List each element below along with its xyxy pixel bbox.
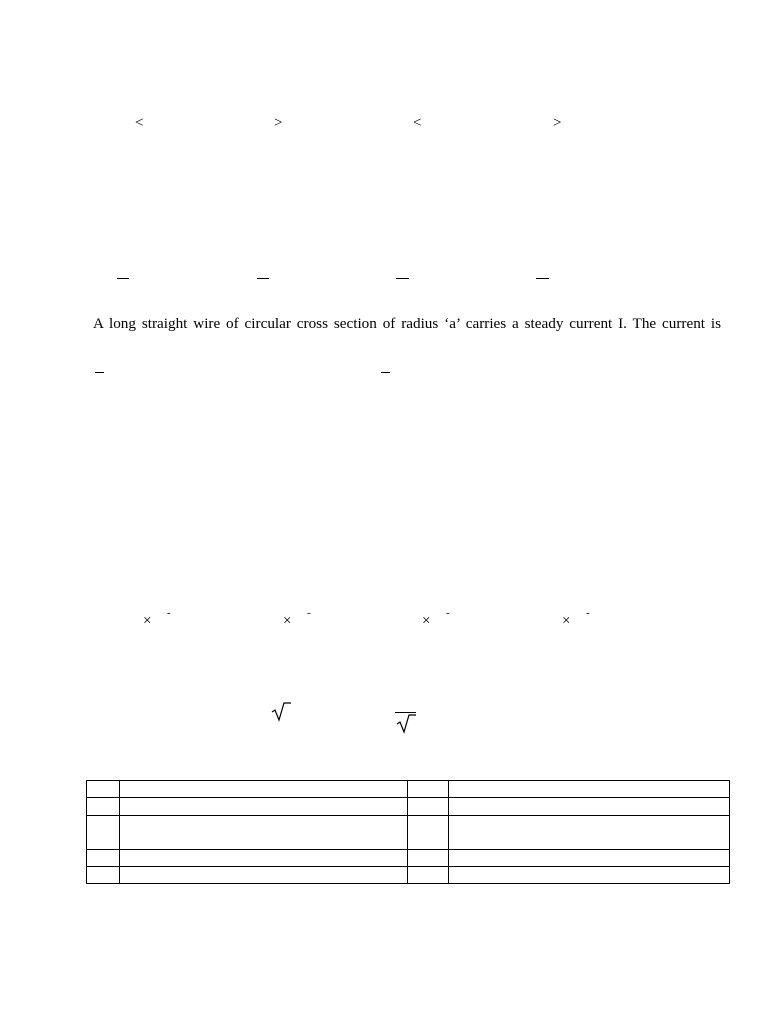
table-cell bbox=[408, 781, 449, 798]
table-cell bbox=[408, 867, 449, 884]
table-cell bbox=[449, 781, 730, 798]
table-cell bbox=[87, 798, 120, 816]
table-row bbox=[87, 850, 730, 867]
times-symbol-3: × bbox=[422, 613, 431, 629]
exponent-sign-1: - bbox=[167, 607, 171, 619]
table-cell bbox=[408, 850, 449, 867]
table-cell bbox=[120, 850, 408, 867]
times-symbol-2: × bbox=[283, 613, 292, 629]
table-cell bbox=[87, 781, 120, 798]
fraction-bar-4 bbox=[536, 278, 549, 279]
root-overbar bbox=[395, 712, 416, 713]
table-cell bbox=[120, 816, 408, 850]
table-cell bbox=[449, 867, 730, 884]
fraction-bar-2 bbox=[257, 278, 269, 279]
fraction-bar-1 bbox=[117, 278, 129, 279]
table-row bbox=[87, 816, 730, 850]
square-root-icon-1 bbox=[270, 700, 292, 722]
table-row bbox=[87, 781, 730, 798]
times-symbol-1: × bbox=[143, 613, 152, 629]
question-text: A long straight wire of circular cross section of radius ‘a’ carries a steady current I. The current is bbox=[93, 315, 721, 332]
answer-table bbox=[86, 780, 730, 884]
times-symbol-4: × bbox=[562, 613, 571, 629]
square-root-icon-2 bbox=[395, 712, 417, 734]
table-cell bbox=[449, 850, 730, 867]
exponent-sign-3: - bbox=[446, 607, 450, 619]
table-row bbox=[87, 867, 730, 884]
table-cell bbox=[408, 798, 449, 816]
fraction-bar-5 bbox=[95, 372, 104, 373]
table-cell bbox=[87, 867, 120, 884]
table-cell bbox=[449, 816, 730, 850]
table-cell bbox=[87, 850, 120, 867]
table-cell bbox=[120, 798, 408, 816]
table-cell bbox=[120, 781, 408, 798]
table-cell bbox=[408, 816, 449, 850]
table-cell bbox=[87, 816, 120, 850]
greater-than-symbol-1: > bbox=[274, 115, 283, 131]
exponent-sign-2: - bbox=[307, 607, 311, 619]
table-row bbox=[87, 798, 730, 816]
greater-than-symbol-2: > bbox=[553, 115, 562, 131]
fraction-bar-3 bbox=[396, 278, 409, 279]
exponent-sign-4: - bbox=[586, 607, 590, 619]
less-than-symbol-1: < bbox=[135, 115, 144, 131]
fraction-bar-6 bbox=[381, 372, 390, 373]
table-cell bbox=[120, 867, 408, 884]
table-cell bbox=[449, 798, 730, 816]
less-than-symbol-2: < bbox=[413, 115, 422, 131]
